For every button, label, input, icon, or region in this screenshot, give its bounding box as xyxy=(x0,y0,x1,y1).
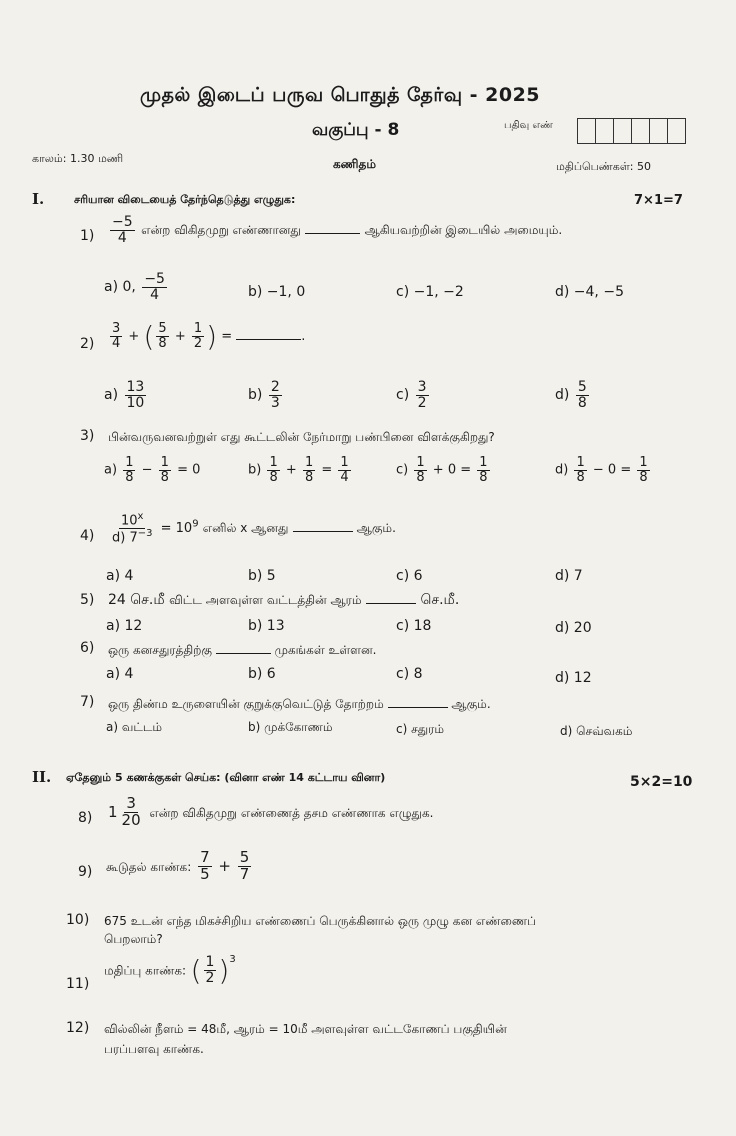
q2-option-a[interactable]: a) $\frac{13}{10}$ xyxy=(104,379,145,411)
q12-stem-line2: பரப்பளவு காண்க. xyxy=(104,1042,204,1056)
q5-blank xyxy=(366,602,416,604)
q1-blank xyxy=(305,232,360,234)
section-2-number: II. xyxy=(32,768,52,786)
reg-box[interactable] xyxy=(631,118,650,144)
q6-option-a[interactable]: a) 4 xyxy=(106,666,134,682)
q7-option-b[interactable]: b) முக்கோணம் xyxy=(248,720,333,734)
q1-option-d[interactable]: d) −4, −5 xyxy=(555,284,624,300)
q8-number: 8) xyxy=(78,810,93,826)
q3-option-c[interactable]: c) $\frac{1}{8}$ + 0 = $\frac{1}{8}$ xyxy=(396,455,488,485)
q12-stem-line1: வில்லின் நீளம் = 48மீ, ஆரம் = 10மீ அளவுள்ள வட்டகோணப் பகுதியின் xyxy=(104,1022,507,1036)
q3-option-b[interactable]: b) $\frac{1}{8}$ + $\frac{1}{8}$ = $\frac{1}{4}$ xyxy=(248,455,349,485)
section-2-marks: 5×2=10 xyxy=(630,774,693,790)
q10-stem-line2: பெறலாம்? xyxy=(104,932,163,946)
q2-blank xyxy=(236,338,301,340)
q5-option-d[interactable]: d) 20 xyxy=(555,620,592,636)
q12-number: 12) xyxy=(66,1020,90,1036)
q2-option-d[interactable]: d) $\frac{5}{8}$ xyxy=(555,379,587,411)
reg-box[interactable] xyxy=(667,118,686,144)
q6-option-c[interactable]: c) 8 xyxy=(396,666,423,682)
q1-option-c[interactable]: c) −1, −2 xyxy=(396,284,464,300)
q9-stem: கூடுதல் காண்க: $\frac{7}{5}$ + $\frac{5}{7}$ xyxy=(106,848,250,883)
reg-box[interactable] xyxy=(577,118,596,144)
q10-number: 10) xyxy=(66,912,90,928)
section-2-instruction: ஏதேனும் 5 கணக்குகள் செய்க: (வினா எண் 14 கட்டாய வினா) xyxy=(66,771,386,784)
q2-option-b[interactable]: b) $\frac{2}{3}$ xyxy=(248,379,280,411)
q6-number: 6) xyxy=(80,640,95,656)
register-number-label: பதிவு எண் xyxy=(504,120,553,131)
reg-box[interactable] xyxy=(649,118,668,144)
q7-blank xyxy=(388,706,448,708)
section-1-instruction: சரியான விடையைத் தேர்ந்தெடுத்து எழுதுக: xyxy=(74,193,296,206)
reg-box[interactable] xyxy=(613,118,632,144)
q11-stem: மதிப்பு காண்க: ( $\frac{1}{2}$ )$^3$ xyxy=(104,954,236,987)
q5-option-a[interactable]: a) 12 xyxy=(106,618,143,634)
q8-stem: 1 $\frac{3}{20}$ என்ற விகிதமுறு எண்ணைத் தசம எண்ணாக எழுதுக. xyxy=(108,794,434,829)
q5-option-c[interactable]: c) 18 xyxy=(396,618,432,634)
grade-label: வகுப்பு - 8 xyxy=(312,120,400,140)
q5-number: 5) xyxy=(80,592,95,608)
q1-option-a[interactable]: a) 0, $\frac{-5}{4}$ xyxy=(104,271,165,303)
q10-stem-line1: 675 உடன் எந்த மிகச்சிறிய எண்ணைப் பெருக்கினால் ஒரு முழு கன எண்ணைப் xyxy=(104,914,537,928)
q2-option-c[interactable]: c) $\frac{3}{2}$ xyxy=(396,379,427,411)
reg-box[interactable] xyxy=(595,118,614,144)
q9-number: 9) xyxy=(78,864,93,880)
q2-number: 2) xyxy=(80,336,95,352)
register-number-boxes[interactable] xyxy=(578,118,686,144)
q7-number: 7) xyxy=(80,694,95,710)
q1-fraction: $\frac{-5}{4}$ xyxy=(112,214,133,246)
q5-option-b[interactable]: b) 13 xyxy=(248,618,285,634)
q2-stem: $\frac{3}{4}$ + ( $\frac{5}{8}$ + $\frac{1}{2}$ ) = . xyxy=(112,320,306,353)
q4-option-b[interactable]: b) 5 xyxy=(248,568,276,584)
q4-option-a[interactable]: a) 4 xyxy=(106,568,134,584)
q3-option-a[interactable]: a) $\frac{1}{8}$ − $\frac{1}{8}$ = 0 xyxy=(104,455,201,485)
section-1-marks: 7×1=7 xyxy=(634,193,683,208)
q3-option-d[interactable]: d) $\frac{1}{8}$ − 0 = $\frac{1}{8}$ xyxy=(555,455,648,485)
q3-stem: பின்வருவனவற்றுள் எது கூட்டலின் நேர்மாறு பண்பினை விளக்குகிறது? xyxy=(108,430,495,444)
total-marks-label: மதிப்பெண்கள்: 50 xyxy=(556,160,651,173)
q1-option-b[interactable]: b) −1, 0 xyxy=(248,284,306,300)
section-1-number: I. xyxy=(32,190,45,208)
q7-stem: ஒரு திண்ம உருளையின் குறுக்குவெட்டுத் தோற்றம் ஆகும். xyxy=(108,697,491,711)
q7-option-a[interactable]: a) வட்டம் xyxy=(106,720,163,734)
q6-blank xyxy=(216,652,271,654)
q7-option-d[interactable]: d) செவ்வகம் xyxy=(560,724,633,738)
duration-label: காலம்: 1.30 மணி xyxy=(32,152,124,165)
q6-option-d[interactable]: d) 12 xyxy=(555,670,592,686)
q7-option-c[interactable]: c) சதுரம் xyxy=(396,722,444,736)
exam-title: முதல் இடைப் பருவ பொதுத் தேர்வு - 2025 xyxy=(140,84,541,106)
q4-number: 4) xyxy=(80,528,95,544)
q4-option-c[interactable]: c) 6 xyxy=(396,568,423,584)
subject-label: கணிதம் xyxy=(333,157,376,171)
q4-stem: $\frac{10^x}{d) 7^{-3}}$ = $10^9$ எனில் x ஆனது ஆகும். xyxy=(112,511,396,546)
q1-stem: $\frac{-5}{4}$ என்ற விகிதமுறு எண்ணானது ஆகியவற்றின் இடையில் அமையும். xyxy=(112,214,563,246)
q11-number: 11) xyxy=(66,976,90,992)
q6-stem: ஒரு கனசதுரத்திற்கு முகங்கள் உள்ளன. xyxy=(108,643,377,657)
q4-blank xyxy=(293,530,353,532)
q6-option-b[interactable]: b) 6 xyxy=(248,666,276,682)
q5-stem: 24 செ.மீ விட்ட அளவுள்ள வட்டத்தின் ஆரம் செ.மீ. xyxy=(108,592,460,608)
q1-number: 1) xyxy=(80,228,95,244)
q4-option-d[interactable]: d) 7 xyxy=(555,568,583,584)
q3-number: 3) xyxy=(80,428,95,444)
